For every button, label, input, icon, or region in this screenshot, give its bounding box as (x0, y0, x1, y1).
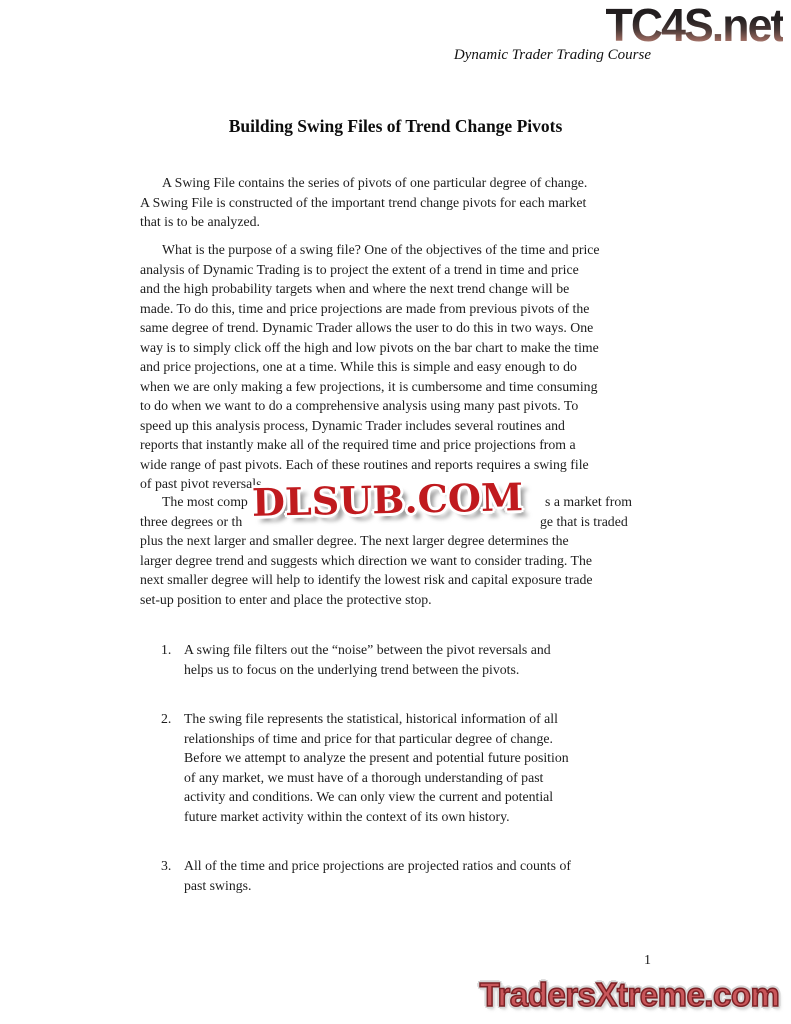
paragraph-1 (140, 173, 660, 232)
list-item-1 (161, 640, 551, 679)
text-line: All of the time and price projections are projected ratios and counts of (184, 858, 571, 873)
text-line: set-up position to enter and place the protective stop. (140, 591, 432, 607)
text-line: larger degree trend and suggests which direction we want to consider trading. The (140, 552, 592, 568)
text-line: future market activity within the context of its own history. (184, 808, 510, 824)
text-line: reports that instantly make all of the required time and price projections from a (140, 437, 576, 452)
list-item-2 (161, 709, 569, 826)
course-subtitle: Dynamic Trader Trading Course (453, 47, 651, 63)
text-line: wide range of past pivots. Each of these routines and reports requires a swing file (140, 456, 589, 472)
text-line: past swings. (184, 877, 252, 893)
text-line: Before we attempt to analyze the present and potential future position (184, 750, 569, 765)
list-item-text (184, 640, 551, 679)
text-line: made. To do this, time and price projections are made from previous pivots of the (140, 300, 590, 316)
text-line: A Swing File is constructed of the important trend change pivots for each market (140, 194, 587, 210)
text-fragment-left: three degrees or th (140, 513, 243, 529)
text-line: to do when we want to do a comprehensive analysis using many past pivots. To (140, 398, 579, 413)
text-fragment-right: ge that is traded (540, 513, 628, 529)
paragraph-3-rest (140, 531, 660, 609)
page-number: 1 (644, 953, 651, 968)
text-line: way is to simply click off the high and low pivots on the bar chart to make the time (140, 339, 599, 355)
text-line: plus the next larger and smaller degree. The next larger degree determines the (140, 533, 569, 548)
text-line: that is to be analyzed. (140, 214, 260, 229)
text-fragment-left: The most comp (162, 494, 248, 509)
list-number: 2. (161, 711, 172, 726)
text-line: relationships of time and price for that particular degree of change. (184, 730, 553, 746)
tradersxtreme-logo: TradersXtreme.com (479, 976, 780, 1013)
text-line: of past pivot reversals. (140, 476, 265, 491)
text-line: and the high probability targets when and where the next trend change will be (140, 281, 570, 296)
text-fragment-right: s a market from (545, 494, 632, 509)
text-line: and price projections, one at a time. While this is simple and easy enough to do (140, 359, 577, 374)
text-line: of any market, we must have of a thorough understanding of past (184, 769, 544, 785)
text-line: analysis of Dynamic Trading is to project the extent of a trend in time and price (140, 261, 579, 277)
list-number: 1. (161, 642, 172, 657)
text-line: when we are only making a few projections, it is cumbersome and time consuming (140, 378, 598, 394)
text-line: activity and conditions. We can only view the current and potential (184, 789, 554, 804)
text-line: A Swing File contains the series of pivots of one particular degree of change. (162, 175, 588, 190)
tc4s-logo: TC4S.net (605, 0, 783, 51)
dlsub-watermark: DLSUB.COM (251, 474, 524, 525)
text-line: helps us to focus on the underlying trend between the pivots. (184, 661, 520, 677)
text-line: same degree of trend. Dynamic Trader allows the user to do this in two ways. One (140, 320, 594, 335)
list-item-text (184, 709, 569, 826)
text-line: A swing file filters out the “noise” between the pivot reversals and (184, 642, 551, 657)
list-item-3 (161, 856, 571, 895)
page-title: Building Swing Files of Trend Change Pivots (228, 116, 563, 136)
list-number: 3. (161, 858, 172, 873)
list-item-text (184, 856, 571, 895)
text-line: next smaller degree will help to identify the lowest risk and capital exposure trade (140, 572, 593, 587)
text-line: speed up this analysis process, Dynamic Trader includes several routines and (140, 417, 565, 433)
text-line: What is the purpose of a swing file? One of the objectives of the time and price (162, 242, 600, 257)
text-line: The swing file represents the statistical, historical information of all (184, 711, 558, 726)
paragraph-2 (140, 240, 660, 494)
